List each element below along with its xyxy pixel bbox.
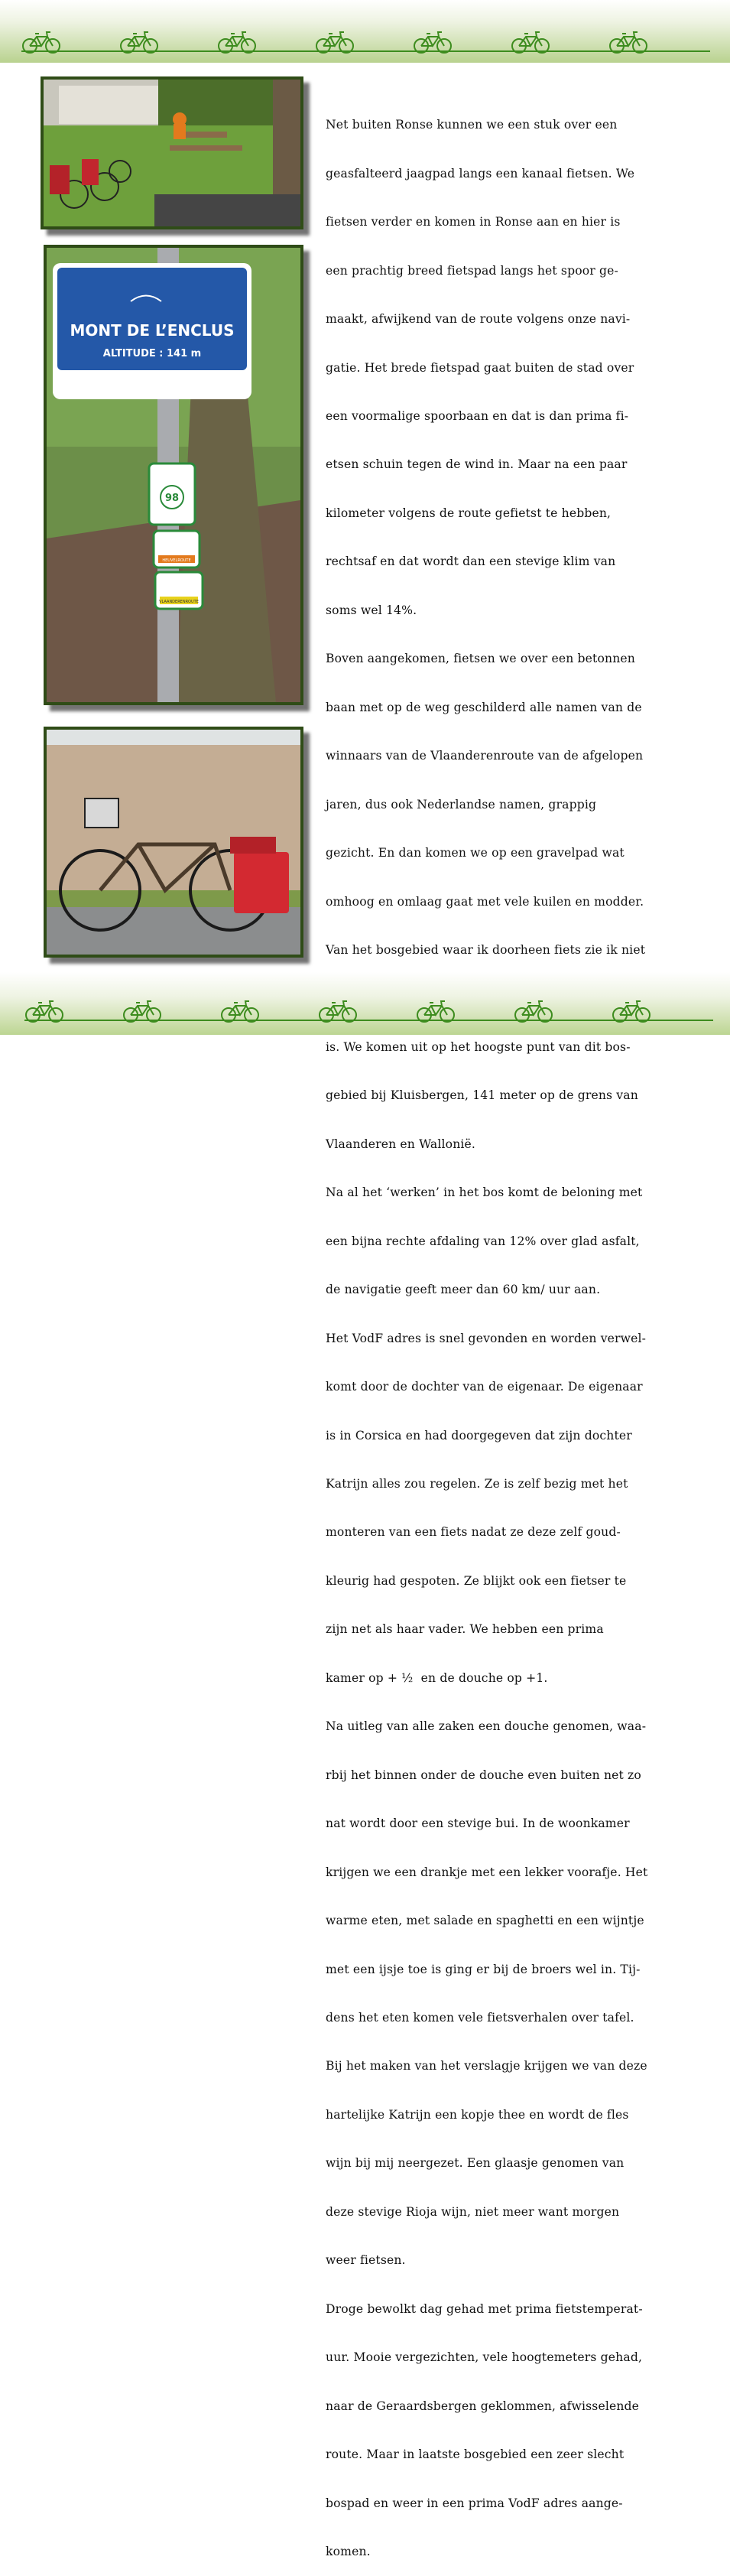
article-line: Bij het maken van het verslagje krijgen we van deze <box>326 2059 647 2073</box>
article-line: Net buiten Ronse kunnen we een stuk over een <box>326 118 618 132</box>
article-line: route. Maar in laatste bosgebied een zeer slecht <box>326 2448 625 2462</box>
article-body <box>326 85 683 2576</box>
header-band <box>0 0 730 63</box>
bicycle-icon <box>21 29 61 55</box>
article-line: naar de Geraardsbergen geklommen, afwisselende <box>326 2399 640 2413</box>
article-line: weer fietsen. <box>326 2253 406 2268</box>
article-line: fietsen verder en komen in Ronse aan en hier is <box>326 215 621 229</box>
article-line: jaren, dus ook Nederlandse namen, grappig <box>326 797 597 812</box>
article-line: de navigatie geeft meer dan 60 km/ uur aan. <box>326 1283 601 1297</box>
article-line: komt door de dochter van de eigenaar. De eigenaar <box>326 1380 643 1394</box>
footer-band <box>0 972 730 1035</box>
article-line: wijn bij mij neergezet. Een glaasje genomen van <box>326 2156 625 2171</box>
route-badge-2: VLAANDERENROUTE <box>159 600 199 604</box>
article-line: soms wel 14%. <box>326 603 417 617</box>
bicycle-icon <box>122 998 162 1024</box>
sign-altitude: ALTITUDE : 141 m <box>102 348 202 359</box>
article-line: hartelijke Katrijn een kopje thee en wordt de fles <box>326 2107 629 2122</box>
route-badge-1: HEUVELROUTE <box>162 558 191 563</box>
bicycle-icon <box>413 29 453 55</box>
bicycle-icon <box>217 29 257 55</box>
bicycle-icon <box>220 998 260 1024</box>
bicycle-icon <box>612 998 651 1024</box>
bicycle-icon <box>318 998 358 1024</box>
bicycle-icon <box>315 29 355 55</box>
article-line: is in Corsica en had doorgegeven dat zijn dochter <box>326 1428 632 1442</box>
article-line: Van het bosgebied waar ik doorheen fiets zie ik niet <box>326 943 646 958</box>
article-line: Katrijn alles zou regelen. Ze is zelf bezig met het <box>326 1477 628 1491</box>
article-line: komen. <box>326 2544 371 2558</box>
bicycle-icon <box>511 29 550 55</box>
article-line: kleurig had gespoten. Ze blijkt ook een fietser te <box>326 1573 627 1588</box>
article-line: baan met op de weg geschilderd alle namen van de <box>326 700 642 714</box>
article-line: omhoog en omlaag gaat met vele kuilen en modder. <box>326 894 644 909</box>
mont-de-lenclus-photo <box>44 245 303 705</box>
article-line: rechtsaf en dat wordt dan een stevige klim van <box>326 555 616 569</box>
article-line: een bijna rechte afdaling van 12% over glad asfalt, <box>326 1234 640 1248</box>
article-line: Na al het ‘werken’ in het bos komt de beloning met <box>326 1186 643 1200</box>
article-line: winnaars van de Vlaanderenroute van de afgelopen <box>326 749 644 763</box>
bicycle-icon <box>416 998 456 1024</box>
picnic-photo <box>41 76 303 229</box>
route-number: 98 <box>164 493 180 504</box>
article-line: warme eten, met salade en spaghetti en een wijntje <box>326 1914 644 1928</box>
sign-title: MONT DE L’ENCLUS <box>70 321 235 340</box>
article-line: Boven aangekomen, fietsen we over een betonnen <box>326 652 635 666</box>
article-line: met een ijsje toe is ging er bij de broers wel in. Tij- <box>326 1962 641 1976</box>
article-line: kamer op + ½ en de douche op +1. <box>326 1670 548 1685</box>
article-line: etsen schuin tegen de wind in. Maar na een paar <box>326 457 628 472</box>
bicycle-icon <box>514 998 553 1024</box>
article-line: rbij het binnen onder de douche even buiten net zo <box>326 1768 641 1782</box>
article-line: deze stevige Rioja wijn, niet meer want morgen <box>326 2204 620 2219</box>
article-line: gebied bij Kluisbergen, 141 meter op de grens van <box>326 1088 638 1103</box>
article-line: bospad en weer in een prima VodF adres aange- <box>326 2496 623 2510</box>
article-line: gatie. Het brede fietspad gaat buiten de stad over <box>326 360 634 375</box>
article-line: gezicht. En dan komen we op een gravelpad wat <box>326 846 625 860</box>
bicycle-icon <box>24 998 64 1024</box>
article-line: krijgen we een drankje met een lekker voorafje. Het <box>326 1865 648 1879</box>
article-line: een prachtig breed fietspad langs het spoor ge- <box>326 263 618 278</box>
article-line: uur. Mooie vergezichten, vele hoogtemeters gehad, <box>326 2350 643 2365</box>
article-line: Na uitleg van alle zaken een douche genomen, waa- <box>326 1719 647 1734</box>
bicycle-icon <box>608 29 648 55</box>
article-line: geasfalteerd jaagpad langs een kanaal fietsen. We <box>326 166 635 181</box>
article-line: monteren van een fiets nadat ze deze zelf goud- <box>326 1525 621 1540</box>
article-line: dens het eten komen vele fietsverhalen over tafel. <box>326 2010 634 2025</box>
article-line: nat wordt door een stevige bui. In de woonkamer <box>326 1817 630 1831</box>
article-line: is. We komen uit op het hoogste punt van dit bos- <box>326 1039 631 1054</box>
article-line: Droge bewolkt dag gehad met prima fietstemperat- <box>326 2301 643 2316</box>
article-line: Het VodF adres is snel gevonden en worden verwel- <box>326 1331 647 1345</box>
bicycle-icon <box>119 29 159 55</box>
article-line: zijn net als haar vader. We hebben een prima <box>326 1622 604 1637</box>
article-line: kilometer volgens de route gefietst te hebben, <box>326 506 612 520</box>
article-line: Vlaanderen en Wallonië. <box>326 1137 476 1151</box>
article-line: maakt, afwijkend van de route volgens onze navi- <box>326 312 631 327</box>
bicycle-field-photo <box>44 727 303 958</box>
article-line: een voormalige spoorbaan en dat is dan prima fi- <box>326 409 629 424</box>
